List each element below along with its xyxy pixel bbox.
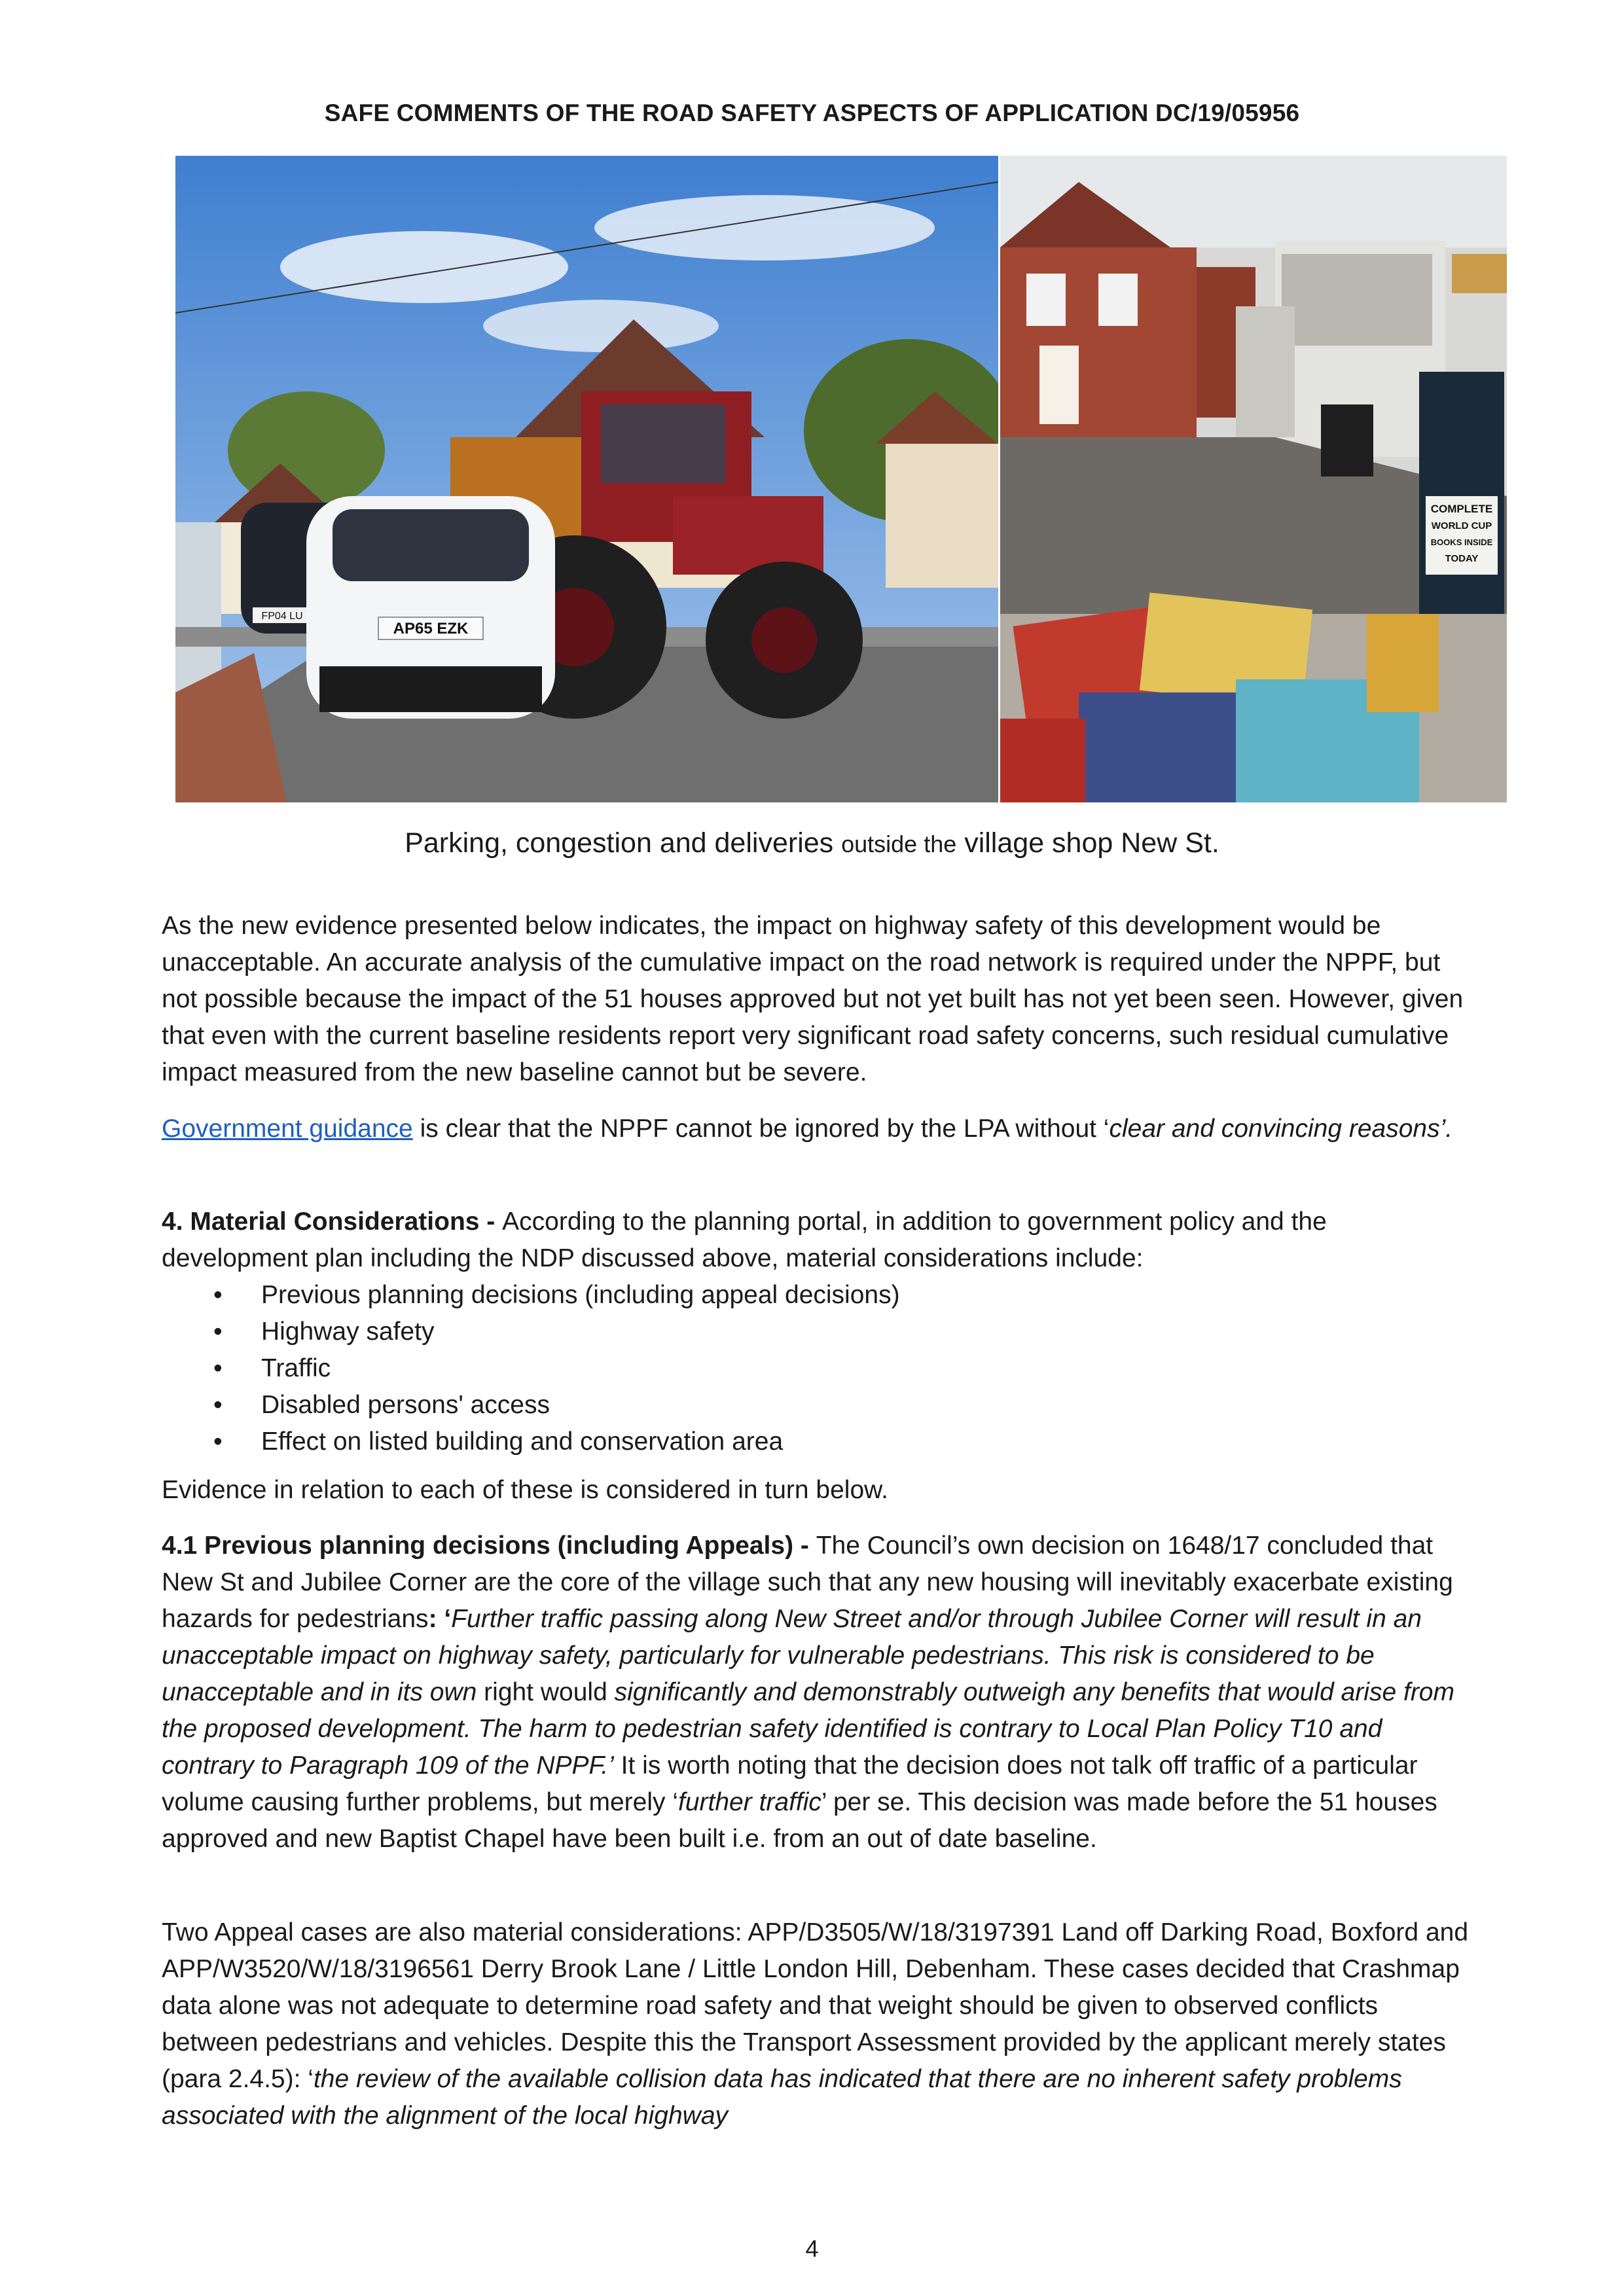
caption-part-1: Parking, congestion and deliveries [405, 827, 834, 859]
section-4-1-quote-3: further traffic [678, 1788, 821, 1816]
section-4-1-colon: : ‘ [428, 1605, 452, 1633]
section-4-1-text-1: The Council’s own decision on 1648/17 concluded that New St and Jubilee Corner are the core of the village such that any new housing will inevitably exacerbate existing hazards for pedestrians [162, 1532, 1453, 1633]
section-4-heading: 4. Material Considerations - [162, 1208, 503, 1236]
list-item [162, 1277, 1471, 1314]
guidance-text: is clear that the NPPF cannot be ignored by the LPA without ‘ [412, 1115, 1110, 1143]
sign-line-4: TODAY [1445, 553, 1479, 564]
appeals-italic: the review of the available collision data has indicated that there are no inherent safety problems associated with the alignment of the local highway [162, 2065, 1402, 2130]
caption-part-4: New St. [1121, 827, 1219, 859]
government-guidance-link[interactable]: Government guidance [162, 1115, 413, 1143]
paragraph-evidence-text: Evidence in relation to each of these is considered in turn below. [162, 1476, 889, 1504]
section-4-1-heading: 4.1 Previous planning decisions (including Appeals) - [162, 1532, 816, 1560]
sign-line-3: BOOKS INSIDE [1430, 537, 1493, 547]
section-4-intro [162, 1204, 1471, 1277]
section-4-1 [162, 1528, 1471, 1857]
list-item-text: Disabled persons' access [261, 1391, 550, 1419]
bullet-icon: • [213, 1354, 223, 1382]
section-4-1-text-2: It is worth noting that the decision does not talk off traffic of a particular volume causing further problems, but merely ‘ [162, 1751, 1418, 1816]
list-item [162, 1424, 1471, 1460]
bullet-icon: • [213, 1427, 223, 1456]
bullet-icon: • [213, 1318, 223, 1346]
page-title: SAFE COMMENTS OF THE ROAD SAFETY ASPECTS OF APPLICATION DC/19/05956 [324, 99, 1300, 126]
sign-line-1: COMPLETE [1430, 503, 1493, 515]
paragraph-impact [162, 908, 1471, 1091]
list-item-text: Traffic [261, 1354, 331, 1382]
tractor-scene-illustration [175, 156, 998, 802]
section-4-text: According to the planning portal, in addition to government policy and the development plan including the NDP discussed above, material considerations include: [162, 1208, 1327, 1272]
appeals-text: Two Appeal cases are also material considerations: APP/D3505/W/18/3197391 Land off Darking Road, Boxford and APP/W3520/W/18/3196561 Derry Brook Lane / Little London Hill, Debenham. These cases decided that Crashmap data alone was not adequate to determine road safety and that weight should be given to observed conflicts between pedestrians and vehicles. Despite this the Transport Assessment provided by the applicant merely states (para 2.4.5): ‘ [162, 1918, 1469, 2093]
caption-part-3: village shop [964, 827, 1113, 859]
bullet-icon: • [213, 1281, 223, 1309]
paragraph-guidance [162, 1111, 1471, 1147]
plate-white-car: AP65 EZK [393, 620, 469, 637]
list-item-text: Previous planning decisions (including appeal decisions) [261, 1281, 900, 1309]
photo-tractor-congestion [175, 156, 998, 802]
section-4-1-normal: right would [477, 1678, 615, 1706]
section-4-1-quote-1: Further traffic passing along New Street and/or through Jubilee Corner will result in an unacceptable impact on highway safety, particularly for vulnerable pedestrians. This risk is considered to be unacceptable and in its own [162, 1605, 1422, 1706]
caption-part-2: outside the [841, 831, 957, 857]
plate-dark-car: FP04 LU [261, 611, 303, 622]
section-4-1-quote-2: significantly and demonstrably outweigh any benefits that would arise from the proposed development. The harm to pedestrian safety identified is contrary to Local Plan Policy T10 and contrary to Paragraph 109 of the NPPF.’ [162, 1678, 1454, 1780]
list-item [162, 1350, 1471, 1387]
list-item [162, 1314, 1471, 1350]
paragraph-evidence [162, 1472, 1471, 1509]
paragraph-appeals [162, 1914, 1471, 2134]
sign-line-2: WORLD CUP [1431, 520, 1492, 531]
section-4-1-text-3: ’ per se. This decision was made before the 51 houses approved and new Baptist Chapel have been built i.e. from an out of date baseline. [162, 1788, 1437, 1853]
bullet-icon: • [213, 1391, 223, 1419]
list-item [162, 1387, 1471, 1424]
guidance-italic: clear and convincing reasons’. [1109, 1115, 1453, 1143]
list-item-text: Effect on listed building and conservation area [261, 1427, 784, 1456]
photo-shop-delivery [1000, 156, 1507, 802]
paragraph-impact-text: As the new evidence presented below indicates, the impact on highway safety of this development would be unacceptable. An accurate analysis of the cumulative impact on the road network is required under the NPPF, but not possible because the impact of the 51 houses approved but not yet built has not yet been seen. However, given that even with the current baseline residents report very significant road safety concerns, such residual cumulative impact measured from the new baseline cannot but be severe. [162, 912, 1464, 1086]
list-item-text: Highway safety [261, 1318, 435, 1346]
page-number: 4 [805, 2235, 819, 2262]
shop-scene-illustration [1000, 156, 1507, 802]
photo-collage [175, 156, 1507, 802]
photo-caption [0, 827, 1624, 859]
material-considerations-list [162, 1277, 1471, 1460]
